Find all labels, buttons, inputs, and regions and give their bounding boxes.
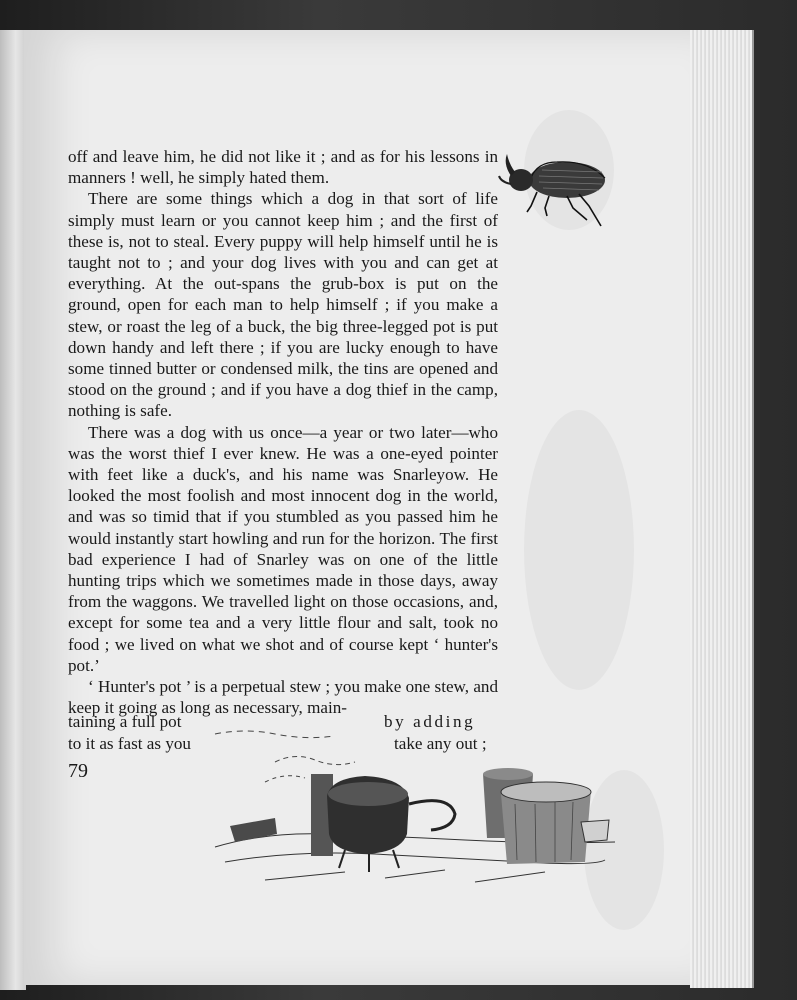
paragraph: There are some things which a dog in that sort of life simply must learn or you cannot keep him ; and the first of these is, not to steal. Every puppy will help himself until he is taught not to ; and your dog lives with you and can get at everything. At the out-spans the grub-box is put on the ground, open for each man to help himself ; if you make a stew, or roast the leg of a buck, the big three-legged pot is put down handy and left there ; if you are lucky enough to have some tinned butter or condensed milk, the tins are opened and stood on the ground ; and if you have a dog thief in the camp, nothing is safe. [68, 189, 498, 421]
text-line-fragment: take any out ; [394, 734, 487, 753]
text-line-fragment: taining a full pot [68, 712, 182, 731]
paragraph: off and leave him, he did not like it ; and as for his lessons in manners ! well, he simply hated them. [68, 147, 498, 188]
show-through-shadow [524, 410, 634, 690]
text-line-fragment: to it as fast as you [68, 734, 191, 753]
page-number: 79 [68, 760, 88, 782]
body-text [68, 146, 498, 718]
text-line-fragment: by adding [384, 712, 476, 731]
left-page-edge [0, 30, 26, 990]
paragraph: ‘ Hunter's pot ’ is a perpetual stew ; you make one stew, and keep it going as long as necessary, main- [68, 677, 498, 718]
cooking-pots-illustration [205, 722, 625, 902]
paragraph: There was a dog with us once—a year or two later—who was the worst thief I ever knew. He was a one-eyed pointer with feet like a duck's, and his name was Snarleyow. He looked the most foolish and most innocent dog in the world, and was so timid that if you stumbled as you passed him he would instantly start howling and run for the horizon. The first bad experience I had of Snarley was on one of the little hunting trips which we sometimes made in those days, away from the waggons. We travelled light on those occasions, and, except for some tea and a very little flour and salt, took no food ; we lived on what we shot and of course kept ‘ hunter's pot.’ [68, 422, 498, 675]
page-stack-edge [690, 30, 754, 988]
beetle-illustration [497, 150, 607, 232]
